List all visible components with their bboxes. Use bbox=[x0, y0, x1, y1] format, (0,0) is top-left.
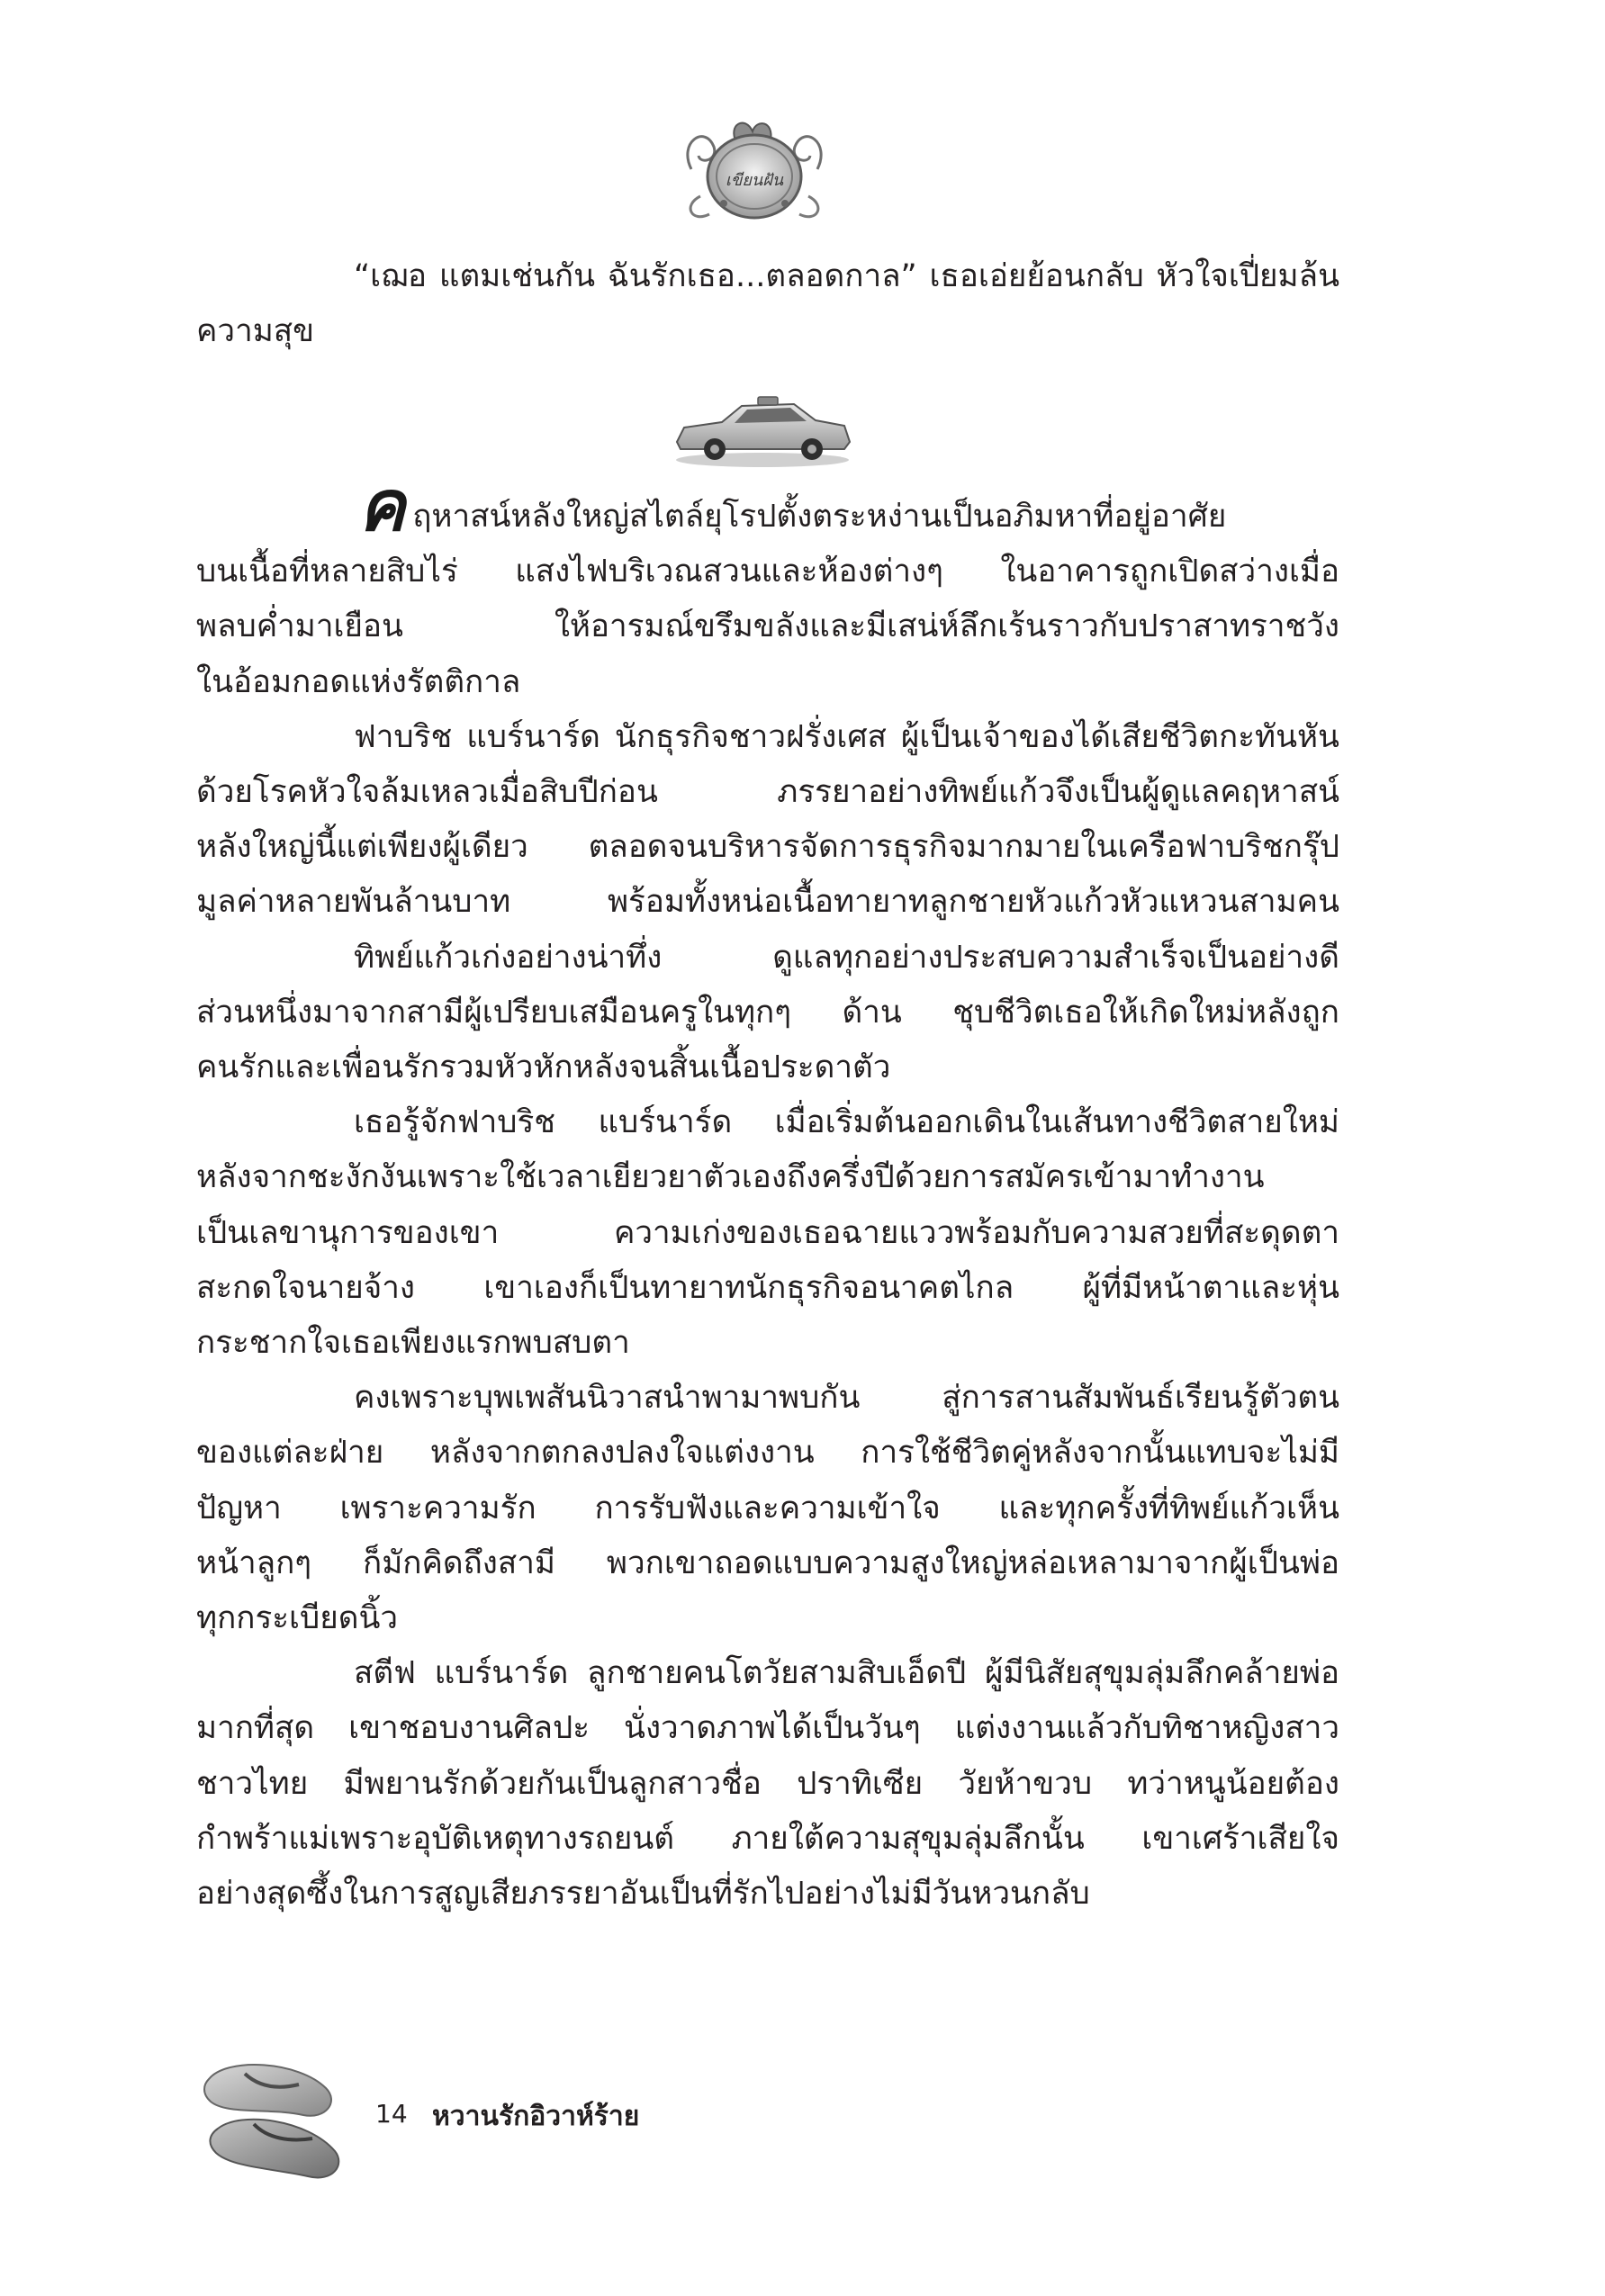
drop-cap: ค bbox=[358, 465, 406, 547]
paragraph-6-line-5: อย่างสุดซึ้งในการสูญเสียภรรยาอันเป็นที่รักไปอย่างไม่มีวันหวนกลับ bbox=[196, 1876, 1090, 1913]
paragraph-5-line-2: ของแต่ละฝ่าย หลังจากตกลงปลงใจแต่งงาน การใช้ชีวิตคู่หลังจากนั้นแทบจะไม่มี bbox=[196, 1435, 1339, 1472]
paragraph-3-line-1: ทิพย์แก้วเก่งอย่างน่าทึ่ง ดูแลทุกอย่างประสบความสำเร็จเป็นอย่างดี bbox=[354, 939, 1339, 976]
paragraph-2-line-4: มูลค่าหลายพันล้านบาท พร้อมทั้งหน่อเนื้อทายาทลูกชายหัวแก้วหัวแหวนสามคน bbox=[196, 884, 1339, 921]
paragraph-5 bbox=[196, 1371, 1339, 1646]
paragraph-4-line-5: กระชากใจเธอเพียงแรกพบสบตา bbox=[196, 1325, 630, 1362]
paragraph-4-line-4: สะกดใจนายจ้าง เขาเองก็เป็นทายาทนักธุรกิจอนาคตไกล ผู้ที่มีหน้าตาและหุ่น bbox=[196, 1269, 1339, 1306]
book-title: หวานรักอิวาห์ร้าย bbox=[432, 2101, 640, 2132]
car-icon bbox=[668, 392, 857, 469]
paragraph-2 bbox=[196, 710, 1339, 931]
paragraph-4 bbox=[196, 1095, 1339, 1371]
paragraph-6-line-1: สตีฟ แบร์นาร์ด ลูกชายคนโตวัยสามสิบเอ็ดปี ผู้มีนิสัยสุขุมลุ่มลึกคล้ายพ่อ bbox=[354, 1655, 1339, 1692]
slippers-icon bbox=[191, 2052, 353, 2196]
intro-paragraph bbox=[196, 249, 1339, 359]
paragraph-3-line-2: ส่วนหนึ่งมาจากสามีผู้เปรียบเสมือนครูในทุกๆ ด้าน ชุบชีวิตเธอให้เกิดใหม่หลังถูก bbox=[196, 994, 1339, 1031]
ornamental-emblem-icon bbox=[673, 106, 835, 232]
paragraph-1-line-1-text: ฤหาสน์หลังใหญ่สไตล์ยุโรปตั้งตระหง่านเป็นอภิมหาที่อยู่อาศัย bbox=[412, 499, 1227, 535]
paragraph-1-line-3: พลบค่ำมาเยือน ให้อารมณ์ขรึมขลังและมีเสน่ห์ลึกเร้นราวกับปราสาทราชวัง bbox=[196, 608, 1339, 645]
paragraph-3 bbox=[196, 931, 1339, 1096]
paragraph-6-line-2: มากที่สุด เขาชอบงานศิลปะ นั่งวาดภาพได้เป็นวันๆ แต่งงานแล้วกับทิชาหญิงสาว bbox=[196, 1710, 1339, 1747]
page-footer bbox=[191, 2052, 731, 2196]
emblem-text: เขียนฝัน bbox=[725, 171, 784, 190]
paragraph-1-line-1 bbox=[196, 465, 1339, 547]
intro-line-2: ความสุข bbox=[196, 313, 315, 350]
paragraph-3-line-3: คนรักและเพื่อนรักรวมหัวหักหลังจนสิ้นเนื้อประดาตัว bbox=[196, 1049, 891, 1086]
paragraph-4-line-1: เธอรู้จักฟาบริช แบร์นาร์ด เมื่อเริ่มต้นออกเดินในเส้นทางชีวิตสายใหม่ bbox=[354, 1104, 1339, 1141]
paragraph-2-line-3: หลังใหญ่นี้แต่เพียงผู้เดียว ตลอดจนบริหารจัดการธุรกิจมากมายในเครือฟาบริชกรุ๊ป bbox=[196, 829, 1339, 866]
paragraph-1 bbox=[196, 465, 1339, 710]
paragraph-2-line-2: ด้วยโรคหัวใจล้มเหลวเมื่อสิบปีก่อน ภรรยาอย่างทิพย์แก้วจึงเป็นผู้ดูแลคฤหาสน์ bbox=[196, 774, 1339, 811]
intro-line-1: “เฌอ แตมเช่นกัน ฉันรักเธอ...ตลอดกาล” เธอเอ่ยย้อนกลับ หัวใจเปี่ยมล้น bbox=[354, 258, 1339, 294]
paragraph-2-line-1: ฟาบริช แบร์นาร์ด นักธุรกิจชาวฝรั่งเศส ผู้เป็นเจ้าของได้เสียชีวิตกะทันหัน bbox=[354, 718, 1339, 755]
chapter-body bbox=[196, 465, 1339, 1922]
paragraph-4-line-2: หลังจากชะงักงันเพราะใช้เวลาเยียวยาตัวเองถึงครึ่งปีด้วยการสมัครเข้ามาทำงาน bbox=[196, 1159, 1265, 1196]
paragraph-6 bbox=[196, 1646, 1339, 1922]
paragraph-4-line-3: เป็นเลขานุการของเขา ความเก่งของเธอฉายแววพร้อมกับความสวยที่สะดุดตา bbox=[196, 1214, 1339, 1251]
paragraph-1-line-4: ในอ้อมกอดแห่งรัตติกาล bbox=[196, 663, 521, 700]
paragraph-6-line-4: กำพร้าแม่เพราะอุบัติเหตุทางรถยนต์ ภายใต้ความสุขุมลุ่มลึกนั้น เขาเศร้าเสียใจ bbox=[196, 1820, 1339, 1857]
paragraph-1-line-2: บนเนื้อที่หลายสิบไร่ แสงไฟบริเวณสวนและห้องต่างๆ ในอาคารถูกเปิดสว่างเมื่อ bbox=[196, 554, 1339, 590]
paragraph-6-line-3: ชาวไทย มีพยานรักด้วยกันเป็นลูกสาวชื่อ ปราทิเซีย วัยห้าขวบ ทว่าหนูน้อยต้อง bbox=[196, 1765, 1339, 1802]
paragraph-5-line-5: ทุกกระเบียดนิ้ว bbox=[196, 1600, 399, 1637]
paragraph-5-line-1: คงเพราะบุพเพสันนิวาสนำพามาพบกัน สู่การสานสัมพันธ์เรียนรู้ตัวตน bbox=[354, 1380, 1339, 1417]
page-number: 14 bbox=[375, 2099, 408, 2129]
paragraph-5-line-4: หน้าลูกๆ ก็มักคิดถึงสามี พวกเขาถอดแบบความสูงใหญ่หล่อเหลามาจากผู้เป็นพ่อ bbox=[196, 1544, 1339, 1581]
paragraph-5-line-3: ปัญหา เพราะความรัก การรับฟังและความเข้าใจ และทุกครั้งที่ทิพย์แก้วเห็น bbox=[196, 1490, 1339, 1526]
